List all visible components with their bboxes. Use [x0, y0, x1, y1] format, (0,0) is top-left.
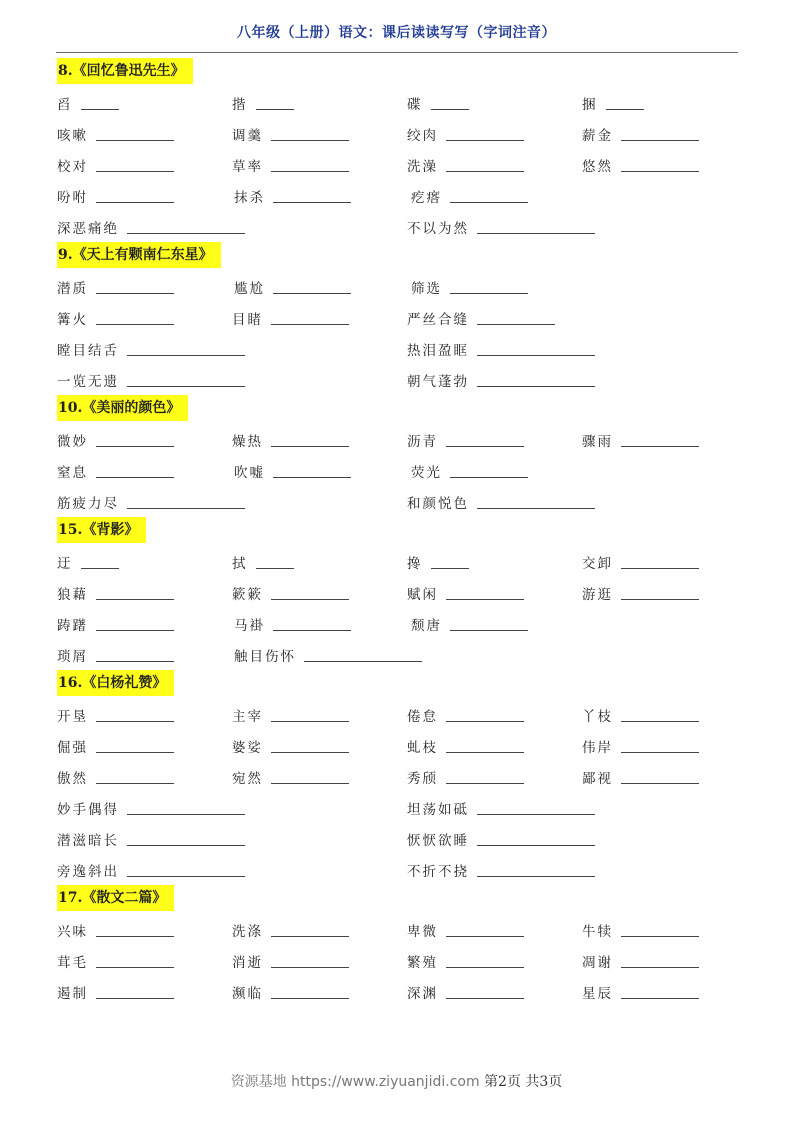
word-item	[582, 736, 757, 756]
word-item	[232, 93, 407, 113]
pinyin-answer-blank[interactable]	[450, 629, 528, 631]
pinyin-answer-blank[interactable]	[271, 170, 349, 172]
pinyin-answer-blank[interactable]	[271, 966, 349, 968]
word-text: 瞠目结舌	[57, 342, 119, 359]
word-row	[57, 699, 757, 730]
pinyin-answer-blank[interactable]	[256, 567, 294, 569]
word-text: 赋闲	[407, 586, 438, 603]
pinyin-answer-blank[interactable]	[606, 108, 644, 110]
footer-watermark: 资源基地 https://www.ziyuanjidi.com	[230, 1074, 480, 1090]
pinyin-answer-blank[interactable]	[81, 108, 119, 110]
pinyin-answer-blank[interactable]	[271, 139, 349, 141]
word-text: 吹嘘	[234, 464, 265, 481]
pinyin-answer-blank[interactable]	[127, 354, 245, 356]
word-text: 校对	[57, 158, 88, 175]
word-text: 潜滋暗长	[57, 832, 119, 849]
word-item	[57, 614, 234, 634]
word-text: 碟	[407, 96, 423, 113]
word-row	[57, 976, 757, 1007]
word-text: 深恶痛绝	[57, 220, 119, 237]
pinyin-answer-blank[interactable]	[96, 445, 174, 447]
word-item	[411, 461, 588, 481]
pinyin-answer-blank[interactable]	[477, 844, 595, 846]
pinyin-answer-blank[interactable]	[621, 966, 699, 968]
section-title: 9.《天上有颗南仁东星》	[57, 242, 221, 268]
word-item	[57, 277, 234, 297]
section-block	[57, 885, 757, 1007]
word-item	[57, 860, 407, 880]
word-text: 窒息	[57, 464, 88, 481]
pinyin-answer-blank[interactable]	[446, 751, 524, 753]
word-text: 疙瘩	[411, 189, 442, 206]
word-item	[57, 982, 232, 1002]
word-item	[57, 951, 232, 971]
word-text: 婆娑	[232, 739, 263, 756]
pinyin-answer-blank[interactable]	[450, 292, 528, 294]
word-item	[407, 308, 757, 328]
word-item	[582, 705, 757, 725]
word-text: 交卸	[582, 555, 613, 572]
word-item	[407, 217, 757, 237]
word-item	[234, 461, 411, 481]
word-text: 草率	[232, 158, 263, 175]
pinyin-answer-blank[interactable]	[273, 629, 351, 631]
pinyin-answer-blank[interactable]	[446, 139, 524, 141]
word-item	[407, 798, 757, 818]
pinyin-answer-blank[interactable]	[621, 935, 699, 937]
word-text: 吩咐	[57, 189, 88, 206]
word-row	[57, 455, 757, 486]
word-text: 洗澡	[407, 158, 438, 175]
word-item	[407, 951, 582, 971]
word-text: 虬枝	[407, 739, 438, 756]
word-row	[57, 546, 757, 577]
pinyin-answer-blank[interactable]	[271, 598, 349, 600]
word-text: 恹恹欲睡	[407, 832, 469, 849]
word-text: 坦荡如砥	[407, 801, 469, 818]
word-item	[582, 951, 757, 971]
word-text: 秀颀	[407, 770, 438, 787]
word-row	[57, 211, 757, 242]
pinyin-answer-blank[interactable]	[621, 445, 699, 447]
word-row	[57, 424, 757, 455]
word-item	[407, 339, 757, 359]
word-text: 沥青	[407, 433, 438, 450]
word-text: 深渊	[407, 985, 438, 1002]
section-title: 15.《背影》	[57, 517, 146, 543]
word-text: 微妙	[57, 433, 88, 450]
pinyin-answer-blank[interactable]	[96, 598, 174, 600]
pinyin-answer-blank[interactable]	[271, 323, 349, 325]
word-text: 鄙视	[582, 770, 613, 787]
word-text: 骤雨	[582, 433, 613, 450]
word-text: 热泪盈眶	[407, 342, 469, 359]
word-item	[57, 93, 232, 113]
word-item	[411, 614, 588, 634]
word-item	[411, 186, 588, 206]
word-item	[57, 155, 232, 175]
pinyin-answer-blank[interactable]	[621, 567, 699, 569]
pinyin-answer-blank[interactable]	[621, 997, 699, 999]
word-item	[57, 583, 232, 603]
pinyin-answer-blank[interactable]	[621, 751, 699, 753]
worksheet-content	[57, 58, 757, 1007]
word-item	[232, 124, 407, 144]
word-text: 遏制	[57, 985, 88, 1002]
pinyin-answer-blank[interactable]	[477, 354, 595, 356]
word-row	[57, 364, 757, 395]
section-block	[57, 58, 757, 242]
word-row	[57, 823, 757, 854]
word-text: 星辰	[582, 985, 613, 1002]
word-text: 簌簌	[232, 586, 263, 603]
word-item	[57, 705, 232, 725]
pinyin-answer-blank[interactable]	[446, 782, 524, 784]
page-number: 第2页 共3页	[484, 1074, 563, 1090]
pinyin-answer-blank[interactable]	[621, 170, 699, 172]
pinyin-answer-blank[interactable]	[271, 782, 349, 784]
word-item	[57, 920, 232, 940]
word-text: 倦怠	[407, 708, 438, 725]
pinyin-answer-blank[interactable]	[96, 782, 174, 784]
word-text: 丫枝	[582, 708, 613, 725]
word-text: 不以为然	[407, 220, 469, 237]
word-item	[582, 124, 757, 144]
word-item	[232, 583, 407, 603]
word-row	[57, 149, 757, 180]
pinyin-answer-blank[interactable]	[96, 476, 174, 478]
pinyin-answer-blank[interactable]	[81, 567, 119, 569]
pinyin-answer-blank[interactable]	[446, 720, 524, 722]
pinyin-answer-blank[interactable]	[477, 813, 595, 815]
pinyin-answer-blank[interactable]	[477, 875, 595, 877]
pinyin-answer-blank[interactable]	[127, 507, 245, 509]
word-text: 潜质	[57, 280, 88, 297]
word-row	[57, 945, 757, 976]
word-text: 薪金	[582, 127, 613, 144]
word-item	[57, 308, 232, 328]
word-item	[582, 920, 757, 940]
word-item	[407, 736, 582, 756]
pinyin-answer-blank[interactable]	[96, 935, 174, 937]
word-row	[57, 854, 757, 885]
word-text: 牛犊	[582, 923, 613, 940]
word-text: 一览无遗	[57, 373, 119, 390]
word-text: 荧光	[411, 464, 442, 481]
word-item	[407, 829, 757, 849]
word-text: 马褂	[234, 617, 265, 634]
word-item	[57, 217, 407, 237]
pinyin-answer-blank[interactable]	[96, 323, 174, 325]
pinyin-answer-blank[interactable]	[446, 170, 524, 172]
pinyin-answer-blank[interactable]	[431, 108, 469, 110]
word-row	[57, 333, 757, 364]
word-row	[57, 271, 757, 302]
pinyin-answer-blank[interactable]	[446, 966, 524, 968]
pinyin-answer-blank[interactable]	[446, 997, 524, 999]
word-text: 触目伤怀	[234, 648, 296, 665]
word-text: 尴尬	[234, 280, 265, 297]
pinyin-answer-blank[interactable]	[96, 660, 174, 662]
word-item	[407, 93, 582, 113]
pinyin-answer-blank[interactable]	[96, 966, 174, 968]
word-row	[57, 486, 757, 517]
word-item	[582, 93, 757, 113]
word-row	[57, 180, 757, 211]
word-item	[232, 767, 407, 787]
pinyin-answer-blank[interactable]	[273, 476, 351, 478]
word-item	[57, 186, 234, 206]
pinyin-answer-blank[interactable]	[446, 935, 524, 937]
word-item	[232, 552, 407, 572]
word-item	[407, 370, 757, 390]
word-text: 绞肉	[407, 127, 438, 144]
word-item	[232, 155, 407, 175]
word-text: 不折不挠	[407, 863, 469, 880]
word-item	[57, 736, 232, 756]
word-item	[57, 370, 407, 390]
word-text: 迂	[57, 555, 73, 572]
pinyin-answer-blank[interactable]	[96, 170, 174, 172]
word-text: 悠然	[582, 158, 613, 175]
word-item	[232, 982, 407, 1002]
pinyin-answer-blank[interactable]	[477, 507, 595, 509]
word-text: 兴味	[57, 923, 88, 940]
section-title: 16.《白杨礼赞》	[57, 670, 174, 696]
word-item	[57, 430, 232, 450]
pinyin-answer-blank[interactable]	[271, 935, 349, 937]
word-item	[407, 155, 582, 175]
pinyin-answer-blank[interactable]	[621, 598, 699, 600]
pinyin-answer-blank[interactable]	[271, 997, 349, 999]
word-text: 严丝合缝	[407, 311, 469, 328]
word-item	[582, 583, 757, 603]
word-text: 篝火	[57, 311, 88, 328]
word-text: 宛然	[232, 770, 263, 787]
section-title: 8.《回忆鲁迅先生》	[57, 58, 193, 84]
word-text: 筛选	[411, 280, 442, 297]
word-row	[57, 914, 757, 945]
pinyin-answer-blank[interactable]	[271, 751, 349, 753]
word-item	[411, 277, 588, 297]
word-text: 繁殖	[407, 954, 438, 971]
word-text: 琐屑	[57, 648, 88, 665]
pinyin-answer-blank[interactable]	[96, 997, 174, 999]
word-item	[232, 920, 407, 940]
pinyin-answer-blank[interactable]	[304, 660, 422, 662]
word-text: 妙手偶得	[57, 801, 119, 818]
pinyin-answer-blank[interactable]	[127, 385, 245, 387]
word-text: 搀	[407, 555, 423, 572]
word-item	[407, 767, 582, 787]
word-item	[582, 430, 757, 450]
word-text: 揩	[232, 96, 248, 113]
word-item	[232, 430, 407, 450]
word-text: 茸毛	[57, 954, 88, 971]
word-text: 筋疲力尽	[57, 495, 119, 512]
word-item	[407, 552, 582, 572]
word-item	[582, 155, 757, 175]
word-text: 颓唐	[411, 617, 442, 634]
word-text: 目睹	[232, 311, 263, 328]
word-item	[57, 552, 232, 572]
word-item	[234, 645, 588, 665]
pinyin-answer-blank[interactable]	[96, 720, 174, 722]
pinyin-answer-blank[interactable]	[127, 875, 245, 877]
word-text: 伟岸	[582, 739, 613, 756]
word-item	[57, 798, 407, 818]
section-block	[57, 242, 757, 395]
word-text: 拭	[232, 555, 248, 572]
header-divider	[56, 52, 738, 53]
word-item	[232, 736, 407, 756]
word-item	[407, 430, 582, 450]
word-item	[57, 829, 407, 849]
pinyin-answer-blank[interactable]	[477, 323, 555, 325]
word-text: 燥热	[232, 433, 263, 450]
word-row	[57, 118, 757, 149]
pinyin-answer-blank[interactable]	[271, 445, 349, 447]
section-block	[57, 670, 757, 885]
word-text: 调羹	[232, 127, 263, 144]
pinyin-answer-blank[interactable]	[127, 813, 245, 815]
word-text: 消逝	[232, 954, 263, 971]
word-item	[57, 124, 232, 144]
word-row	[57, 730, 757, 761]
word-item	[234, 614, 411, 634]
word-row	[57, 577, 757, 608]
pinyin-answer-blank[interactable]	[477, 232, 595, 234]
word-item	[582, 767, 757, 787]
word-row	[57, 761, 757, 792]
word-text: 游逛	[582, 586, 613, 603]
pinyin-answer-blank[interactable]	[96, 201, 174, 203]
pinyin-answer-blank[interactable]	[621, 139, 699, 141]
section-block	[57, 517, 757, 670]
word-text: 踌躇	[57, 617, 88, 634]
word-item	[57, 492, 407, 512]
pinyin-answer-blank[interactable]	[127, 844, 245, 846]
word-text: 抹杀	[234, 189, 265, 206]
word-text: 咳嗽	[57, 127, 88, 144]
word-text: 狼藉	[57, 586, 88, 603]
section-title: 17.《散文二篇》	[57, 885, 174, 911]
word-text: 捆	[582, 96, 598, 113]
word-row	[57, 87, 757, 118]
pinyin-answer-blank[interactable]	[431, 567, 469, 569]
word-item	[57, 767, 232, 787]
word-text: 旁逸斜出	[57, 863, 119, 880]
pinyin-answer-blank[interactable]	[256, 108, 294, 110]
section-title: 10.《美丽的颜色》	[57, 395, 188, 421]
pinyin-answer-blank[interactable]	[621, 720, 699, 722]
pinyin-answer-blank[interactable]	[271, 720, 349, 722]
word-item	[407, 492, 757, 512]
word-item	[234, 277, 411, 297]
word-text: 濒临	[232, 985, 263, 1002]
pinyin-answer-blank[interactable]	[96, 139, 174, 141]
word-text: 傲然	[57, 770, 88, 787]
word-item	[234, 186, 411, 206]
pinyin-answer-blank[interactable]	[477, 385, 595, 387]
page-footer	[0, 1071, 793, 1091]
pinyin-answer-blank[interactable]	[127, 232, 245, 234]
word-item	[232, 308, 407, 328]
pinyin-answer-blank[interactable]	[621, 782, 699, 784]
word-text: 和颜悦色	[407, 495, 469, 512]
word-text: 开垦	[57, 708, 88, 725]
pinyin-answer-blank[interactable]	[446, 445, 524, 447]
word-item	[407, 583, 582, 603]
pinyin-answer-blank[interactable]	[273, 201, 351, 203]
section-block	[57, 395, 757, 517]
pinyin-answer-blank[interactable]	[450, 476, 528, 478]
word-item	[582, 982, 757, 1002]
pinyin-answer-blank[interactable]	[273, 292, 351, 294]
pinyin-answer-blank[interactable]	[450, 201, 528, 203]
word-item	[407, 982, 582, 1002]
word-item	[407, 124, 582, 144]
word-item	[57, 645, 234, 665]
word-item	[232, 951, 407, 971]
word-text: 倔强	[57, 739, 88, 756]
word-row	[57, 302, 757, 333]
word-text: 舀	[57, 96, 73, 113]
page-header-title: 八年级（上册）语文：课后读读写写（字词注音）	[237, 25, 556, 41]
word-item	[407, 920, 582, 940]
word-item	[407, 705, 582, 725]
word-item	[407, 860, 757, 880]
word-item	[232, 705, 407, 725]
word-text: 洗涤	[232, 923, 263, 940]
word-item	[57, 339, 407, 359]
word-row	[57, 608, 757, 639]
pinyin-answer-blank[interactable]	[96, 751, 174, 753]
pinyin-answer-blank[interactable]	[446, 598, 524, 600]
word-text: 主宰	[232, 708, 263, 725]
pinyin-answer-blank[interactable]	[96, 292, 174, 294]
word-text: 朝气蓬勃	[407, 373, 469, 390]
word-text: 凋谢	[582, 954, 613, 971]
word-row	[57, 639, 757, 670]
word-text: 卑微	[407, 923, 438, 940]
word-row	[57, 792, 757, 823]
pinyin-answer-blank[interactable]	[96, 629, 174, 631]
word-item	[57, 461, 234, 481]
word-item	[582, 552, 757, 572]
